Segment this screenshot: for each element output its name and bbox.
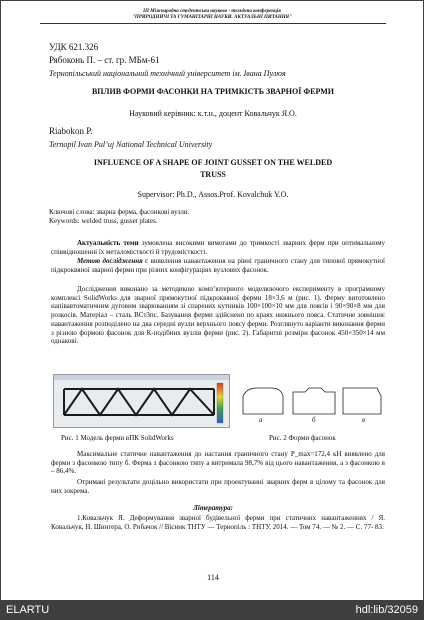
- paragraph-conclusion: Отримані результати доцільно використати при проектуванні зварних ферм в цілому та фасонок для них зокрема.: [51, 478, 385, 495]
- affiliation-ua: Тернопільський національний технічний університет ім. Івана Пулюя: [49, 69, 286, 78]
- relevance-text: зумовлена високими вимогами до тримкості зварних ферм при оптимальному співвідношенні їх металомісткості й трудомісткості.: [51, 239, 385, 256]
- footer-handle: hdl:lib/32059: [355, 604, 418, 616]
- gusset-label-b: б: [312, 416, 316, 424]
- gusset-label-c: в: [362, 416, 366, 424]
- relevance-lead: Актуальність теми: [77, 239, 139, 247]
- truss-model-drawing: [54, 375, 229, 427]
- reference-1: 1.Ковальчук Я. Деформування зварної будівельної ферми при статичних навантаженнях / Я. Ковальчук, Н. Шингера, О. Рибачок // Вісник ТНТУ — Тернопіль : ТНТУ, 2014. — Том 74. — № 2. — С. 77- 83.: [51, 514, 385, 531]
- header-rule: [40, 23, 386, 24]
- paragraph-method: Дослідження виконано за методикою комп’ютерного моделюючого експерименту в програмному комплексі SolidWorks для зварної прямокутної підкроквяної ферми 18×3,6 м (рис. 1). Ферму виготовлено напівавтоматичним дуговим зварюванням зі спарених кутників 100×100×10 мм для поясів і 90×90×8 мм для розкосів. Матеріал – сталь ВСт3пс. Базування ферми здійснено по краях нижнього пояса. Статичне зовнішнє навантаження розподілено на два середні вузли верхнього поясу ферми. Розглянуто варіанти виконання ферми з різною формою фасонок для К-подібних вузлів ферми (рис. 2). Габаритні розміри фасонок 450×350×14 мм однакові.: [51, 285, 385, 346]
- figure-1-solidworks-model: [53, 374, 230, 428]
- gusset-shape-c: [343, 388, 381, 414]
- aim-lead: Метою дослідження: [77, 257, 143, 265]
- title-en-line1: INFLUENCE OF A SHAPE OF JOINT GUSSET ON THE WELDED: [93, 158, 333, 167]
- title-en-line2: TRUSS: [200, 170, 226, 179]
- gusset-shape-b: [293, 388, 335, 414]
- paragraph-results: Максимальне статичне навантаження до настання граничного стану P_max=172,4 кН виявлено для ферми з фасонкою типу б. Ферма з фасонкою типу а витримала 98,7% від цього навантаження, а з фасонкою в – 86,4%.: [51, 450, 385, 476]
- paragraph-aim: [51, 257, 385, 274]
- author-en: Riabokon P.: [49, 126, 93, 136]
- supervisor-en: Supervisor: Ph.D., Assos.Prof. Kovalchuk Y.O.: [137, 190, 289, 199]
- document-page: [1, 1, 423, 600]
- supervisor-ua: Науковий керівник: к.т.н., доцент Ковальчук Я.О.: [129, 109, 297, 118]
- keywords-en: Keywords: welded truss, gusset plates.: [49, 217, 158, 225]
- udk-code: УДК 621.326: [49, 42, 99, 52]
- title-ua: ВПЛИВ ФОРМИ ФАСОНКИ НА ТРИМКІСТЬ ЗВАРНОЇ ФЕРМИ: [91, 87, 335, 96]
- conference-header-line1: ІІІ Міжнародна студентська науково - технічна конференція: [143, 9, 281, 14]
- gusset-label-a: а: [259, 416, 263, 424]
- affiliation-en: Ternopil Ivan Pul’uj National Technical University: [49, 140, 213, 149]
- keywords-ua: Ключові слова: зварна ферма, фасонкові вузли.: [49, 208, 190, 216]
- figure-1-caption: Рис. 1 Модель ферми вПК SolidWorks: [61, 434, 174, 442]
- paragraph-relevance: [51, 239, 385, 256]
- conference-header-line2: "ПРИРОДНИЧІ ТА ГУМАНІТАРНІ НАУКИ. АКТУАЛЬНІ ПИТАННЯ": [132, 15, 292, 20]
- footer-repository-name: ELARTU: [6, 604, 50, 616]
- references-heading: Література:: [193, 504, 233, 512]
- author-ua: Рябоконь П. – ст. гр. МБм-61: [49, 55, 160, 65]
- aim-text: є виявлення навантаження на рівні граничного стану для типової прямокутної підкроквяної зварної ферми при різних конфігураціях вузлових фасонок.: [51, 257, 386, 274]
- gusset-shape-a: [243, 388, 283, 414]
- figure-2-caption: Рис. 2 Форми фасонок: [269, 434, 336, 442]
- page-number: 114: [207, 573, 219, 582]
